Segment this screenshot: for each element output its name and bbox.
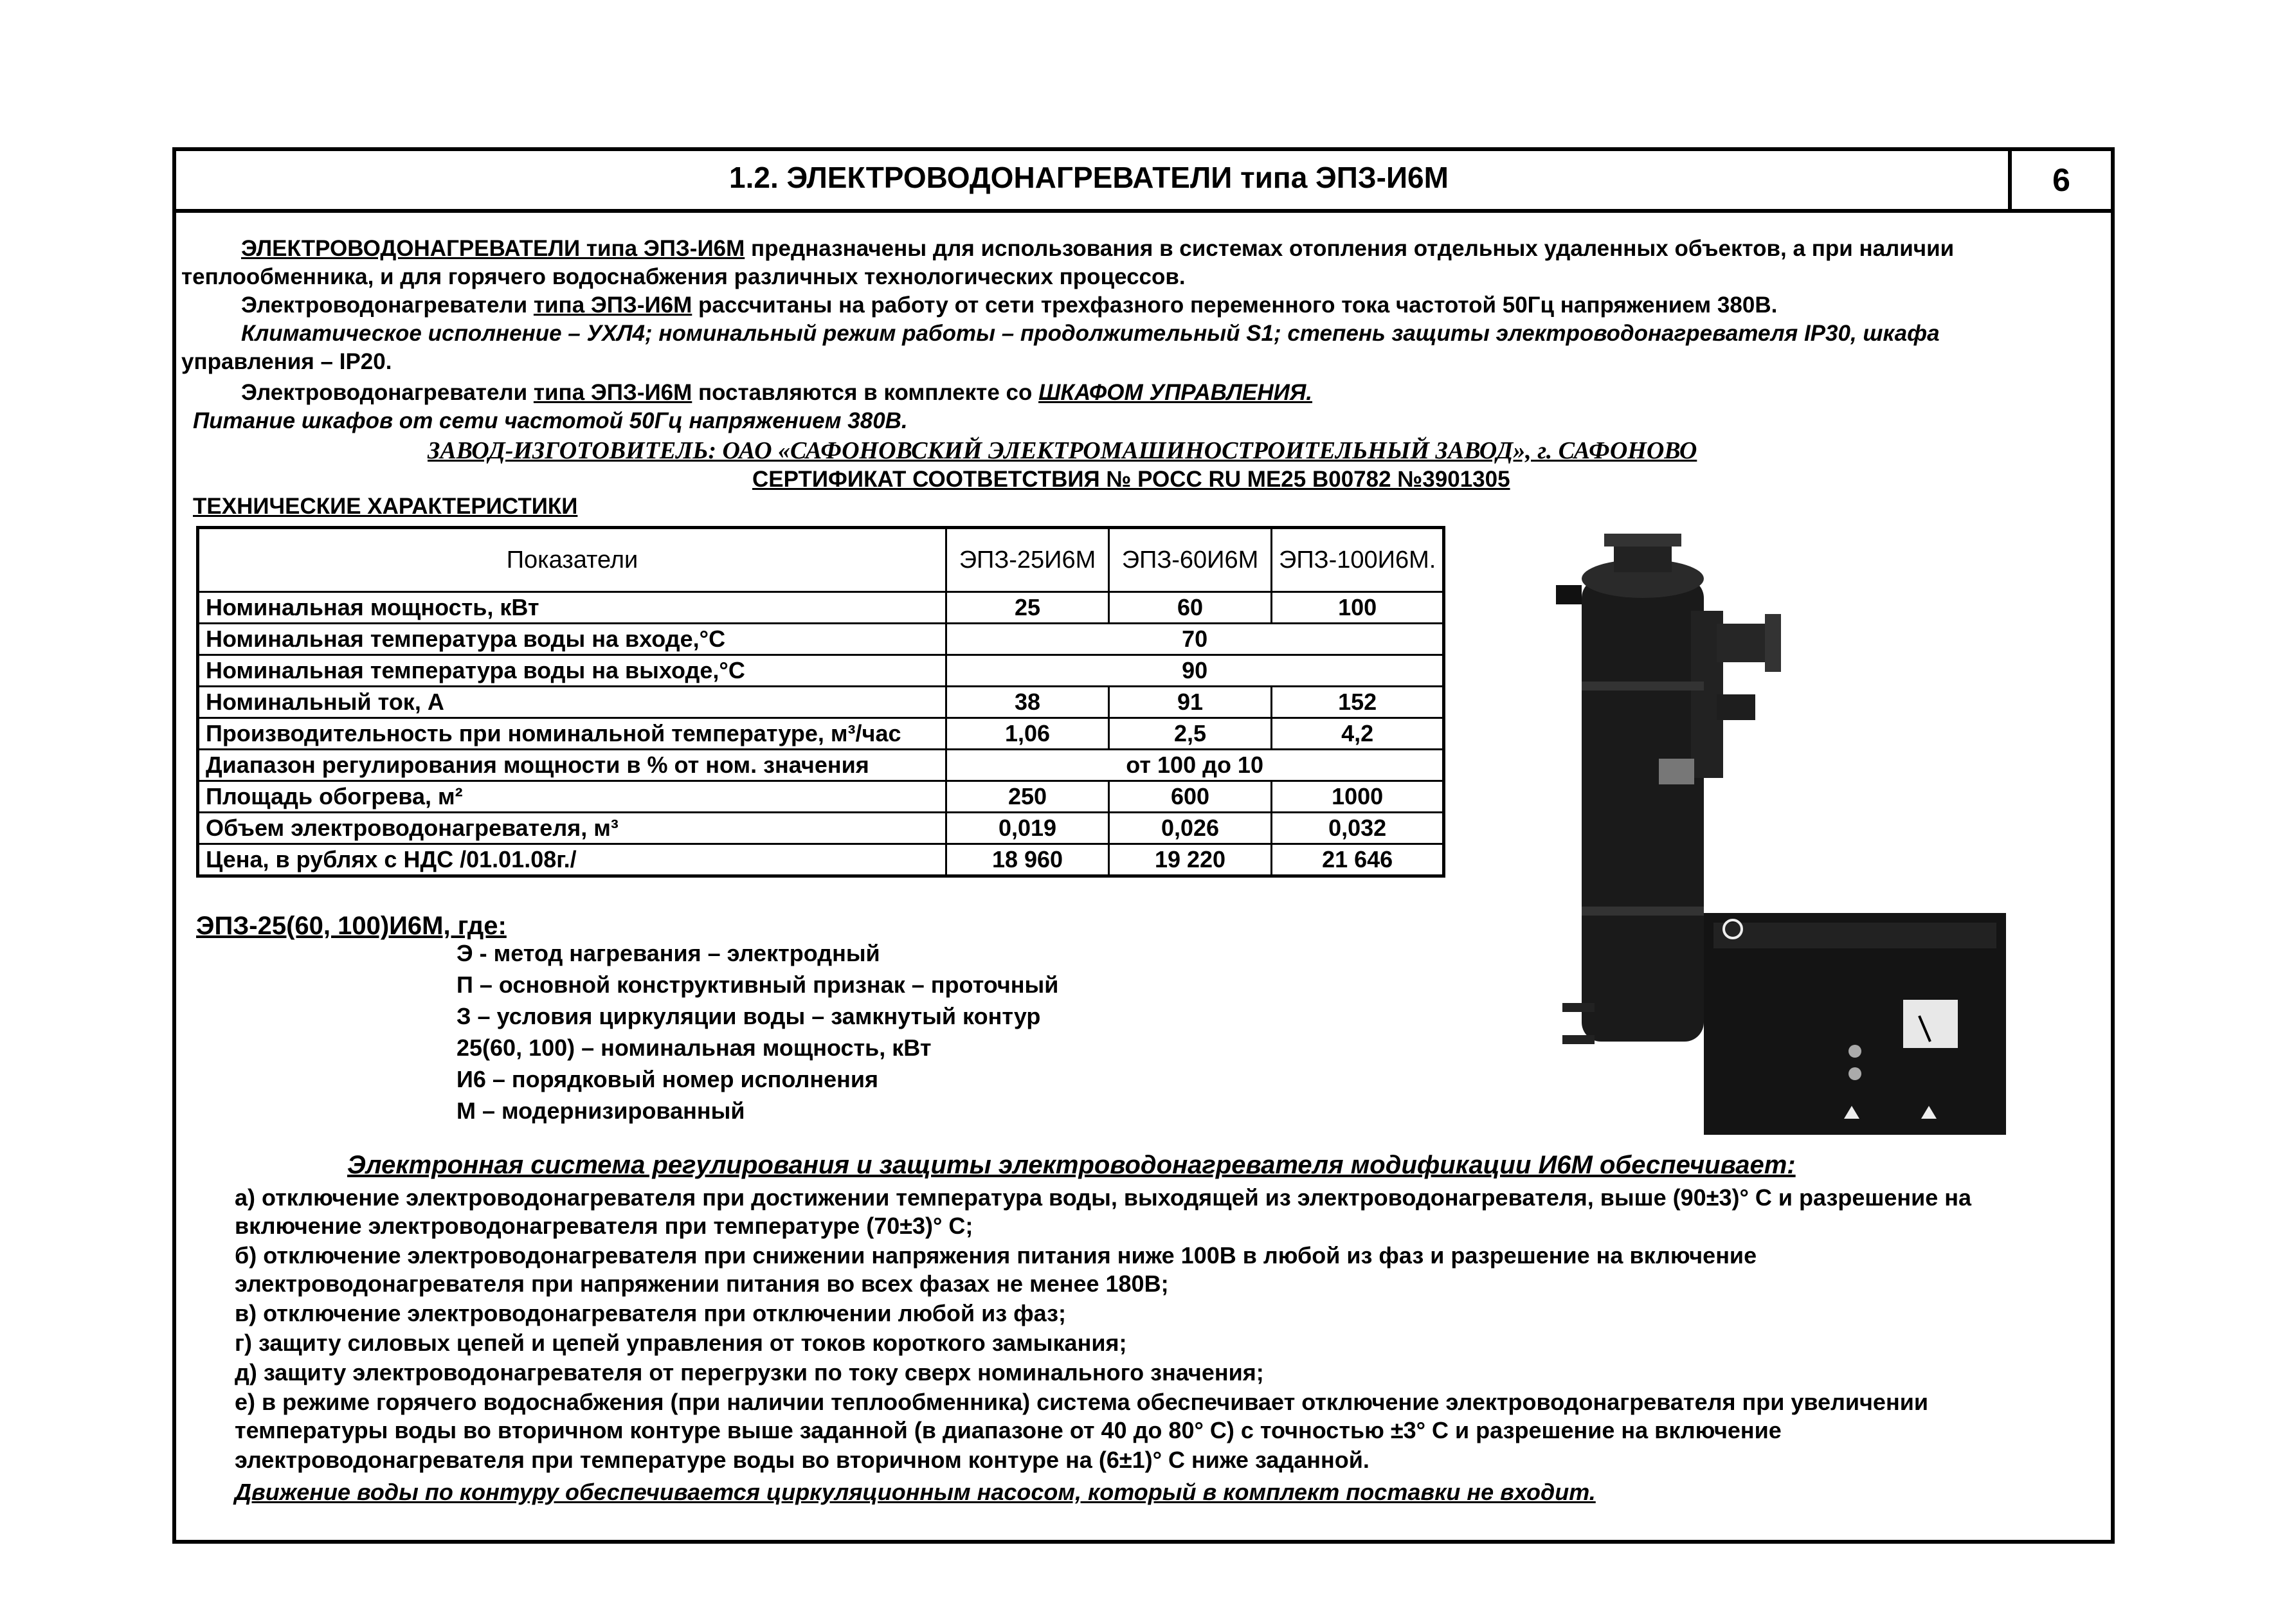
- cell-value: 21 646: [1272, 844, 1444, 876]
- protection-item-a-cont: включение электроводонагревателя при температуре (70±3)° С;: [235, 1213, 973, 1239]
- tech-specs-heading: ТЕХНИЧЕСКИЕ ХАРАКТЕРИСТИКИ: [193, 494, 578, 519]
- specs-table: [196, 526, 1445, 878]
- control-cabinet-link: ШКАФОМ УПРАВЛЕНИЯ.: [1038, 380, 1313, 405]
- row-label: Диапазон регулирования мощности в % от ном. значения: [198, 750, 946, 781]
- text-span: Электроводонагреватели: [241, 293, 534, 318]
- table-row: [198, 813, 1444, 844]
- product-name: ЭЛЕКТРОВОДОНАГРЕВАТЕЛИ типа ЭПЗ-И6М: [241, 236, 745, 261]
- water-heater-image: [1543, 527, 2012, 1138]
- legend-item: М – модернизированный: [456, 1098, 745, 1124]
- protection-item-b: б) отключение электроводонагревателя при снижении напряжения питания ниже 100В в любой из фаз и разрешение на включение: [235, 1242, 1757, 1269]
- intro-paragraph-5: Питание шкафов от сети частотой 50Гц напряжением 380В.: [193, 408, 908, 433]
- protection-heading: Электронная система регулирования и защиты электроводонагревателя модификации И6М обеспечивает:: [347, 1151, 1796, 1179]
- cell-value: 19 220: [1109, 844, 1272, 876]
- cell-value: 38: [946, 687, 1109, 718]
- manufacturer-line: ЗАВОД-ИЗГОТОВИТЕЛЬ: ОАО «САФОНОВСКИЙ ЭЛЕКТРОМАШИНОСТРОИТЕЛЬНЫЙ ЗАВОД», г. САФОНОВО: [428, 437, 1697, 464]
- cell-value: 0,026: [1109, 813, 1272, 844]
- table-row: [198, 718, 1444, 750]
- text-span: рассчитаны на работу: [692, 293, 955, 318]
- intro-paragraph-2: [241, 291, 1777, 320]
- protection-item-f-cont: температуры воды во вторичном контуре выше заданной (в диапазоне от 40 до 80° С) с точностью ±3° С и разрешение на включение: [235, 1417, 1782, 1443]
- product-type: типа ЭПЗ-И6М: [533, 380, 692, 405]
- cell-value: от 100 до 10: [946, 750, 1444, 781]
- protection-item-e: д) защиту электроводонагревателя от перегрузки по току сверх номинального значения;: [235, 1359, 1264, 1386]
- product-type: типа ЭПЗ-И6М: [533, 293, 692, 318]
- cell-value: 250: [946, 781, 1109, 813]
- cell-value: 18 960: [946, 844, 1109, 876]
- power-spec: от сети трехфазного переменного тока частотой 50Гц напряжением 380В.: [954, 293, 1778, 318]
- intro-paragraph-1-line-2: теплообменника, и для горячего водоснабжения различных технологических процессов.: [181, 264, 1186, 289]
- cell-value: 0,019: [946, 813, 1109, 844]
- protection-item-f: е) в режиме горячего водоснабжения (при наличии теплообменника) система обеспечивает отключение электроводонагревателя при увеличении: [235, 1389, 1928, 1415]
- cell-value: 60: [1109, 592, 1272, 624]
- header-cell: Показатели: [198, 528, 946, 592]
- table-row: [198, 844, 1444, 876]
- protection-item-a: а) отключение электроводонагревателя при достижении температура воды, выходящей из электроводонагревателя, выше (90±3)° С и разрешение на: [235, 1184, 1972, 1211]
- protection-item-d: г) защиту силовых цепей и цепей управления от токов короткого замыкания;: [235, 1330, 1127, 1356]
- table-row: [198, 624, 1444, 655]
- footer-note: Движение воды по контуру обеспечивается циркуляционным насосом, который в комплект поставки не входит.: [235, 1479, 1596, 1505]
- row-label: Номинальная температура воды на выходе,°С: [198, 655, 946, 687]
- text-span: поставляются в комплекте со: [692, 380, 1039, 405]
- intro-text: предназначены для использования в системах отопления отдельных удаленных объектов, а при наличии: [745, 236, 1955, 261]
- cell-value: 25: [946, 592, 1109, 624]
- row-label: Цена, в рублях с НДС /01.01.08г./: [198, 844, 946, 876]
- header-cell: ЭПЗ-100И6М.: [1272, 528, 1444, 592]
- cell-value: 100: [1272, 592, 1444, 624]
- cell-value: 90: [946, 655, 1444, 687]
- row-label: Номинальная температура воды на входе,°С: [198, 624, 946, 655]
- table-row: [198, 687, 1444, 718]
- product-photo: [1543, 527, 2012, 1138]
- row-label: Номинальная мощность, кВт: [198, 592, 946, 624]
- header-cell: ЭПЗ-60И6М: [1109, 528, 1272, 592]
- table-row: [198, 592, 1444, 624]
- legend-item: И6 – порядковый номер исполнения: [456, 1066, 878, 1092]
- legend-item: Э - метод нагревания – электродный: [456, 940, 880, 966]
- table-header-row: [198, 528, 1444, 592]
- legend-heading: ЭПЗ-25(60, 100)И6М, где:: [196, 912, 507, 940]
- protection-item-b-cont: электроводонагревателя при напряжении питания во всех фазах не менее 180В;: [235, 1270, 1169, 1297]
- row-label: Объем электроводонагревателя, м³: [198, 813, 946, 844]
- legend-item: З – условия циркуляции воды – замкнутый контур: [456, 1003, 1041, 1029]
- certificate-line: СЕРТИФИКАТ СООТВЕТСТВИЯ № РОСС RU МЕ25 В00782 №3901305: [752, 467, 1510, 492]
- row-label: Площадь обогрева, м²: [198, 781, 946, 813]
- protection-item-c: в) отключение электроводонагревателя при отключении любой из фаз;: [235, 1300, 1066, 1326]
- intro-paragraph-4: [241, 379, 1312, 407]
- page-title: 1.2. ЭЛЕКТРОВОДОНАГРЕВАТЕЛИ типа ЭПЗ-И6М: [729, 161, 1449, 194]
- table-row: [198, 655, 1444, 687]
- row-label: Производительность при номинальной температуре, м³/час: [198, 718, 946, 750]
- cell-value: 600: [1109, 781, 1272, 813]
- cell-value: 91: [1109, 687, 1272, 718]
- protection-item-f-cont: электроводонагревателя при температуре воды во вторичном контуре на (6±1)° С ниже заданной.: [235, 1447, 1369, 1473]
- cell-value: 0,032: [1272, 813, 1444, 844]
- intro-paragraph-3: Климатическое исполнение – УХЛ4; номинальный режим работы – продолжительный S1; степень защиты электроводонагревателя IP30, шкафа: [241, 321, 1940, 346]
- cell-value: 4,2: [1272, 718, 1444, 750]
- page-number: 6: [2008, 151, 2111, 209]
- row-label: Номинальный ток, А: [198, 687, 946, 718]
- intro-paragraph-3-line-2: управления – IP20.: [181, 349, 392, 374]
- legend-item: 25(60, 100) – номинальная мощность, кВт: [456, 1034, 932, 1061]
- intro-paragraph-1: [241, 235, 1954, 263]
- cell-value: 1,06: [946, 718, 1109, 750]
- header-cell: ЭПЗ-25И6М: [946, 528, 1109, 592]
- cell-value: 152: [1272, 687, 1444, 718]
- table-row: [198, 781, 1444, 813]
- cell-value: 1000: [1272, 781, 1444, 813]
- page-header: [176, 151, 2111, 213]
- text-span: Электроводонагреватели: [241, 380, 534, 405]
- cell-value: 70: [946, 624, 1444, 655]
- table-row: [198, 750, 1444, 781]
- legend-item: П – основной конструктивный признак – проточный: [456, 971, 1059, 998]
- cell-value: 2,5: [1109, 718, 1272, 750]
